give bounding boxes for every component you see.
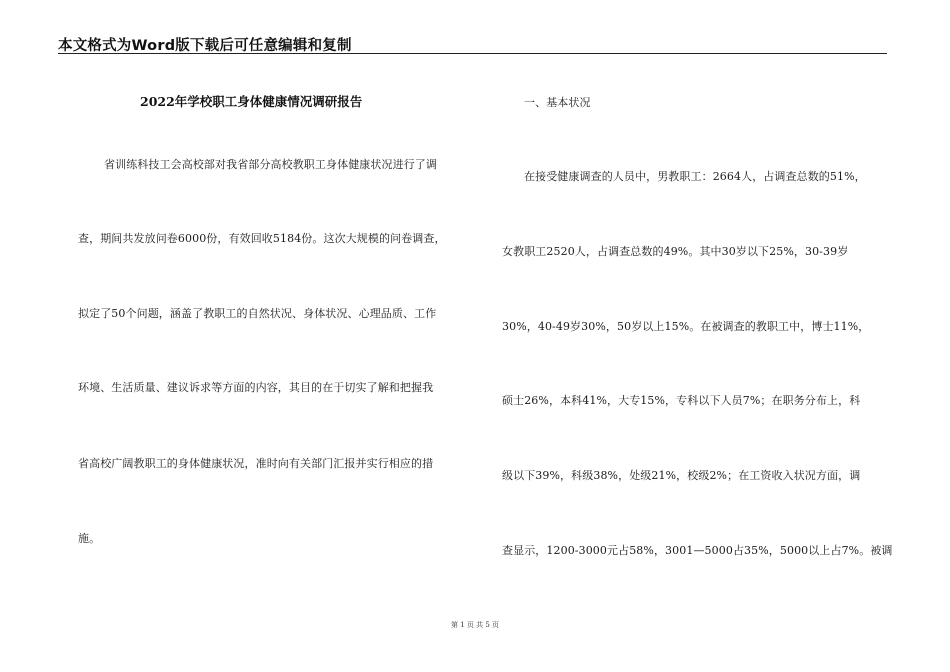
download-banner: 本文格式为Word版下载后可任意编辑和复制 xyxy=(58,38,352,54)
left-paragraph-line-2: 查，期间共发放问卷6000份，有效回收5184份。这次大规模的问卷调查， xyxy=(78,232,446,245)
left-paragraph-line-3: 拟定了50个问题，涵盖了教职工的自然状况、身体状况、心理品质、工作 xyxy=(78,307,437,320)
page-number: 第 1 页 共 5 页 xyxy=(450,621,500,629)
section-heading-basic-status: 一、基本状况 xyxy=(524,96,591,109)
left-paragraph-line-6: 施。 xyxy=(78,532,101,545)
right-paragraph-line-1: 在接受健康调查的人员中，男教职工：2664人，占调查总数的51%， xyxy=(524,170,866,183)
left-paragraph-line-5: 省高校广阔教职工的身体健康状况，准时向有关部门汇报并实行相应的措 xyxy=(78,457,434,470)
left-paragraph-line-1: 省训练科技工会高校部对我省部分高校教职工身体健康状况进行了调 xyxy=(104,158,437,171)
right-paragraph-line-5: 级以下39%，科级38%，处级21%，校级2%；在工资收入状况方面，调 xyxy=(502,469,861,482)
left-paragraph-line-4: 环境、生活质量、建议诉求等方面的内容，其目的在于切实了解和把握我 xyxy=(78,381,434,394)
right-paragraph-line-3: 30%，40-49岁30%，50岁以上15%。在被调查的教职工中，博士11%， xyxy=(502,320,870,333)
right-paragraph-line-6: 查显示，1200-3000元占58%，3001—5000占35%，5000以上占7%。被调 xyxy=(502,544,893,557)
document-title: 2022年学校职工身体健康情况调研报告 xyxy=(140,94,363,109)
right-paragraph-line-4: 硕士26%，本科41%，大专15%，专科以下人员7%；在职务分布上，科 xyxy=(502,394,861,407)
right-paragraph-line-2: 女教职工2520人，占调查总数的49%。其中30岁以下25%，30-39岁 xyxy=(502,245,849,258)
banner-divider xyxy=(58,53,887,54)
